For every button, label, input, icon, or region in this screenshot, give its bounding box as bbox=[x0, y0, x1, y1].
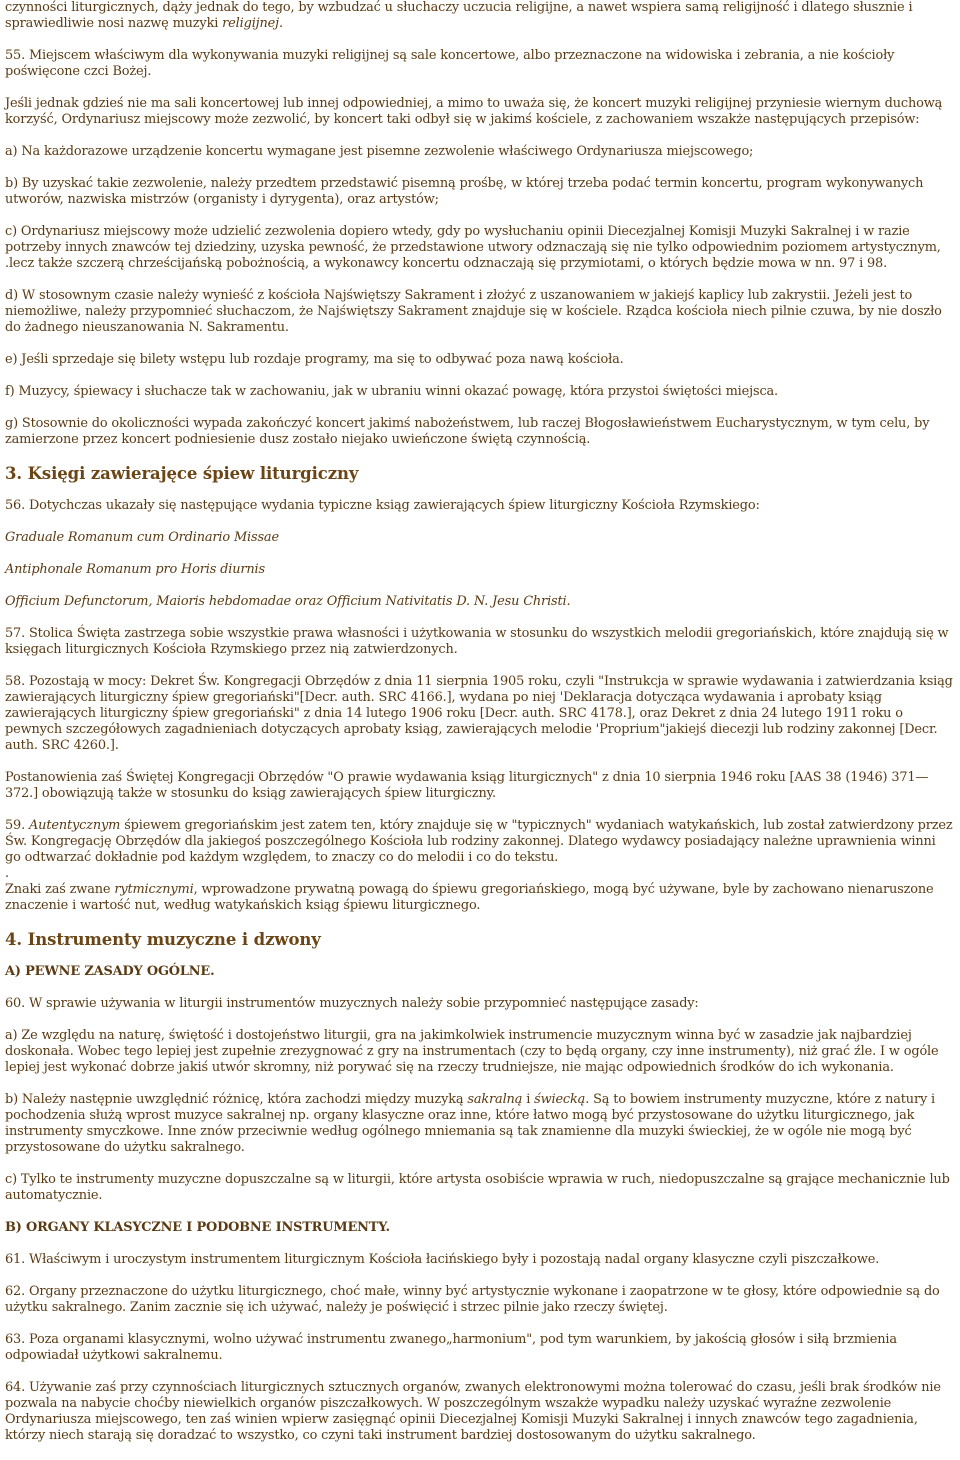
paragraph-55-f: f) Muzycy, śpiewacy i słuchacze tak w zachowaniu, jak w ubraniu winni okazać powagę, która przystoi świętości miejsca. bbox=[5, 384, 778, 399]
term-swiecka: świecką bbox=[534, 1092, 586, 1107]
paragraph-59 bbox=[5, 818, 955, 866]
paragraph-59-continued bbox=[5, 882, 955, 914]
paragraph-64: 64. Używanie zaś przy czynnościach liturgicznych sztucznych organów, zwanych elektronowymi można tolerować do czasu, jeśli brak środków nie pozwala na nabycie choćby niewielkich organów piszczałkowych. W poszczególnym wszakże wypadku należy uzyskać wyraźne zezwolenie Ordynariusza miejscowego, ten zaś winien wpierw zasięgnąć opinii Diecezjalnej Komisji Muzyki Sakralnej i innych znawców tego zagadnienia, którzy niech starają się doradzać to wszystko, co czyni taki instrument bardziej dostosowanym do użytku sakralnego. bbox=[5, 1380, 941, 1443]
paragraph-55-e: e) Jeśli sprzedaje się bilety wstępu lub rozdaje programy, ma się to odbywać poza nawą kościoła. bbox=[5, 352, 624, 367]
paragraph-58-continued: Postanowienia zaś Świętej Kongregacji Obrzędów "O prawie wydawania ksiąg liturgicznych" z dnia 10 sierpnia 1946 roku [AAS 38 (1946) 371—372.] obowiązują także w stosunku do ksiąg zawierających śpiew liturgiczny. bbox=[5, 770, 929, 801]
term-autentycznym: Autentycznym bbox=[29, 818, 121, 833]
paragraph-59-text: śpiewem gregoriańskim jest zatem ten, który znajduje się w "typicznych" wydaniach watykańskich, lub został zatwierdzony przez Św. Kongregację Obrzędów dla jakiegoś poszczególnego Kościoła lub rodziny zakonnej. Dlatego wydawcy posiadający należne uprawnienia winni go odtwarzać dokładnie pod każdym względem, to znaczy co do melodii i co do tekstu. bbox=[5, 818, 953, 865]
paragraph-60b-start: b) Należy następnie uwzględnić różnicę, która zachodzi między muzyką bbox=[5, 1092, 464, 1107]
subsection-heading-b: B) ORGANY KLASYCZNE I PODOBNE INSTRUMENTY. bbox=[5, 1220, 390, 1235]
book-title-officium: Officium Defunctorum, Maioris hebdomadae oraz Officium Nativitatis D. N. Jesu Christi. bbox=[5, 594, 571, 609]
section-heading-4: 4. Instrumenty muzyczne i dzwony bbox=[5, 930, 321, 949]
paragraph-55-b: b) By uzyskać takie zezwolenie, należy przedtem przedstawić pisemną prośbę, w której trzeba podać termin koncertu, program wykonywanych utworów, nazwiska mistrzów (organisty i dyrygenta), oraz artystów; bbox=[5, 176, 924, 207]
paragraph-60b-and: i bbox=[526, 1092, 531, 1107]
paragraph-60-c: c) Tylko te instrumenty muzyczne dopuszczalne są w liturgii, które artysta osobiście wprawia w ruch, niedopuszczalne są grające mechanicznie lub automatycznie. bbox=[5, 1172, 950, 1203]
paragraph-59-dot: . bbox=[5, 866, 9, 881]
term-religijnej: religijnej. bbox=[222, 16, 283, 31]
paragraph-intro-text: czynności liturgicznych, dąży jednak do tego, by wzbudzać u słuchaczy uczucia religijne, a nawet wspiera samą religijność i dlatego słusznie i sprawiedliwie nosi nazwę muzyki bbox=[5, 0, 913, 31]
book-title-graduale: Graduale Romanum cum Ordinario Missae bbox=[5, 530, 279, 545]
paragraph-55-g: g) Stosownie do okoliczności wypada zakończyć koncert jakimś nabożeństwem, lub raczej Błogosławieństwem Eucharystycznym, w tym celu, by zamierzone przez koncert podniesienie dusz zostało niejako uwieńczone świętą czynnością. bbox=[5, 416, 930, 447]
paragraph-63: 63. Poza organami klasycznymi, wolno używać instrumentu zwanego„harmonium", pod tym warunkiem, by jakością głosów i siłą brzmienia odpowiadał użytkowi sakralnemu. bbox=[5, 1332, 897, 1363]
paragraph-55-continued: Jeśli jednak gdzieś nie ma sali koncertowej lub innej odpowiedniej, a mimo to uważa się, że koncert muzyki religijnej przyniesie wiernym duchową korzyść, Ordynariusz miejscowy może zezwolić, by koncert taki odbył się w jakimś kościele, z zachowaniem wszakże następujących przepisów: bbox=[5, 96, 943, 127]
paragraph-62: 62. Organy przeznaczone do użytku liturgicznego, choć małe, winny być artystycznie wykonane i zaopatrzone w te głosy, które odpowiednie są do użytku sakralnego. Zanim zacznie się ich używać, należy je poświęcić i strzec pilnie jako rzeczy świętej. bbox=[5, 1284, 940, 1315]
paragraph-55-d: d) W stosownym czasie należy wynieść z kościoła Najświętszy Sakrament i złożyć z uszanowaniem w jakiejś kaplicy lub zakrystii. Jeżeli jest to niemożliwe, należy przypomnieć słuchaczom, że Najświętszy Sakrament znajduje się w kościele. Rządca kościoła niech pilnie czuwa, by nie doszło do żadnego nieuszanowania N. Sakramentu. bbox=[5, 288, 942, 335]
term-rytmicznymi: rytmicznymi bbox=[114, 882, 194, 897]
paragraph-57: 57. Stolica Święta zastrzega sobie wszystkie prawa własności i użytkowania w stosunku do wszystkich melodii gregoriańskich, które znajdują się w księgach liturgicznych Kościoła Rzymskiego przez nią zatwierdzonych. bbox=[5, 626, 949, 657]
paragraph-55-a: a) Na każdorazowe urządzenie koncertu wymagane jest pisemne zezwolenie właściwego Ordynariusza miejscowego; bbox=[5, 144, 754, 159]
paragraph-56: 56. Dotychczas ukazały się następujące wydania typiczne ksiąg zawierających śpiew liturgiczny Kościoła Rzymskiego: bbox=[5, 498, 760, 513]
paragraph-intro bbox=[5, 0, 955, 32]
section-heading-3: 3. Księgi zawierajęce śpiew liturgiczny bbox=[5, 464, 359, 483]
paragraph-58: 58. Pozostają w mocy: Dekret Św. Kongregacji Obrzędów z dnia 11 sierpnia 1905 roku, czyli "Instrukcja w sprawie wydawania i zatwierdzania ksiąg zawierających liturgiczny śpiew gregoriański"[Decr. auth. SRC 4166.], wydana po niej 'Deklaracja dotycząca wydawania i aprobaty ksiąg zawierających liturgiczny śpiew gregoriański" z dnia 14 lutego 1906 roku [Decr. auth. SRC 4178.], oraz Dekret z dnia 24 lutego 1911 roku o pewnych szczegółowych zagadnieniach dotyczących aprobaty ksiąg, zawierających melodie 'Proprium"jakiejś diecezji lub rodziny zakonnej [Decr. auth. SRC 4260.]. bbox=[5, 674, 953, 753]
paragraph-60-a: a) Ze względu na naturę, świętość i dostojeństwo liturgii, gra na jakimkolwiek instrumencie muzycznym winna być w zasadzie jak najbardziej doskonała. Wobec tego lepiej jest zupełnie zrezygnować z gry na instrumentach (czy to będą organy, czy inne instrumenty), niż grać źle. I w ogóle lepiej jest wykonać dobrze jakiś utwór skromny, niż porywać się na rzeczy trudniejsze, nie mając odpowiednich środków do ich wykonania. bbox=[5, 1028, 939, 1075]
paragraph-59b-start: Znaki zaś zwane bbox=[5, 882, 111, 897]
document-page bbox=[5, 0, 955, 1460]
paragraph-59b-end: , wprowadzone prywatną powagą do śpiewu gregoriańskiego, mogą być używane, byle by zachowano nienaruszone znaczenie i wartość nut, według watykańskich ksiąg śpiewu liturgicznego. bbox=[5, 882, 934, 913]
subsection-heading-a: A) PEWNE ZASADY OGÓLNE. bbox=[5, 964, 215, 979]
paragraph-55: 55. Miejscem właściwym dla wykonywania muzyki religijnej są sale koncertowe, albo przeznaczone na widowiska i zebrania, a nie kościoły poświęcone czci Bożej. bbox=[5, 48, 895, 79]
paragraph-61: 61. Właściwym i uroczystym instrumentem liturgicznym Kościoła łacińskiego były i pozostają nadal organy klasyczne czyli piszczałkowe. bbox=[5, 1252, 880, 1267]
paragraph-60b-end: . Są to bowiem instrumenty muzyczne, które z natury i pochodzenia służą wprost muzyce sakralnej np. organy klasyczne oraz inne, które łatwo mogą być przystosowane do użytku liturgicznego, jak instrumenty smyczkowe. Inne znów przeciwnie według ogólnego mniemania są tak znamienne dla muzyki świeckiej, że w ogóle nie mogą być przystosowane do użytku sakralnego. bbox=[5, 1092, 936, 1155]
paragraph-55-c: c) Ordynariusz miejscowy może udzielić zezwolenia dopiero wtedy, gdy po wysłuchaniu opinii Diecezjalnej Komisji Muzyki Sakralnej i w razie potrzeby innych znawców tej dziedziny, uzyska pewność, że przedstawione utwory odznaczają się nie tylko odpowiednim poziomem artystycznym, .lecz także szczerą chrześcijańską pobożnością, a wykonawcy koncertu odznaczają się przymiotami, o których będzie mowa w nn. 97 i 98. bbox=[5, 224, 941, 271]
paragraph-59-number: 59. bbox=[5, 818, 26, 833]
book-title-antiphonale: Antiphonale Romanum pro Horis diurnis bbox=[5, 562, 265, 577]
paragraph-60-b bbox=[5, 1092, 955, 1156]
paragraph-60: 60. W sprawie używania w liturgii instrumentów muzycznych należy sobie przypomnieć następujące zasady: bbox=[5, 996, 699, 1011]
term-sakralna: sakralną bbox=[467, 1092, 523, 1107]
